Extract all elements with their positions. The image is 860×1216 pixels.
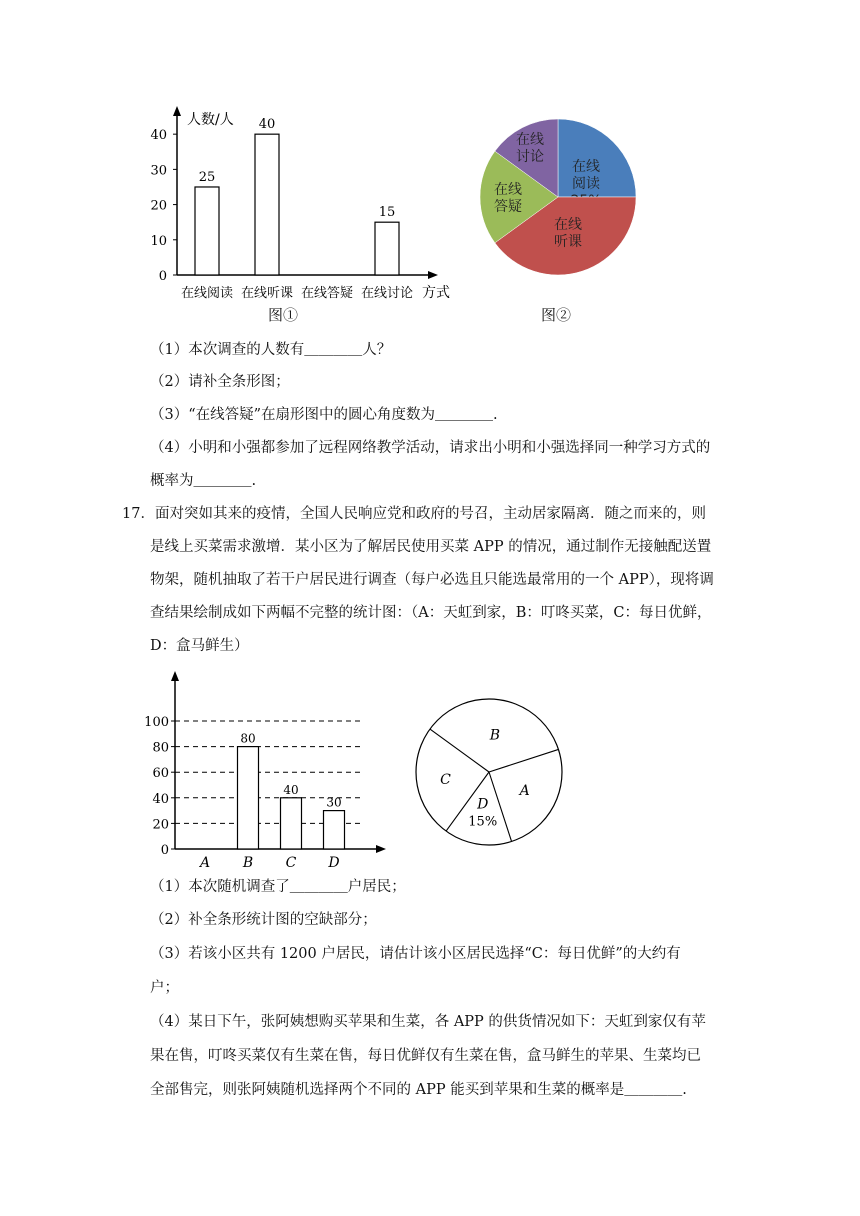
bar bbox=[281, 798, 302, 849]
q16-part3: （3）“在线答疑”在扇形图中的圆心角度数为＿＿＿＿. bbox=[150, 407, 498, 423]
y-tick-label: 40 bbox=[150, 128, 167, 144]
x-axis-arrow bbox=[428, 271, 438, 279]
x-category-label: C bbox=[285, 855, 297, 868]
figure2-caption: 图② bbox=[541, 306, 572, 324]
y-tick-label: 0 bbox=[160, 843, 169, 858]
y-tick-label: 100 bbox=[144, 715, 169, 730]
figure1-bar-chart bbox=[140, 100, 480, 330]
q17-y-axis-arrow bbox=[171, 671, 179, 681]
q16-part4-line2: 概率为＿＿＿＿. bbox=[150, 473, 257, 489]
bar bbox=[195, 187, 219, 275]
pie-slice-label: 在线阅读 bbox=[572, 159, 600, 192]
bar bbox=[255, 134, 279, 275]
x-category-label: 在线答疑 bbox=[300, 286, 354, 301]
q17-part4-line1: （4）某日下午，张阿姨想购买苹果和生菜，各 APP 的供货情况如下：天虹到家仅有苹 bbox=[150, 1014, 706, 1030]
q17-x-axis-arrow bbox=[376, 845, 386, 853]
x-category-label: 在线听课 bbox=[240, 286, 294, 301]
q17-bar-chart bbox=[140, 668, 400, 868]
y-tick-label: 40 bbox=[152, 791, 169, 807]
figure1-caption: 图① bbox=[268, 306, 299, 324]
y-tick-label: 20 bbox=[152, 817, 169, 833]
x-category-label: 在线阅读 bbox=[180, 286, 234, 301]
bar-value-label: 80 bbox=[240, 731, 256, 746]
pie-slice-label: B bbox=[489, 727, 501, 744]
y-tick-label: 20 bbox=[150, 198, 167, 214]
bar bbox=[238, 747, 259, 849]
q17-line3: 物架，随机抽取了若干户居民进行调查（每户必选且只能选最常用的一个 APP），现将调 bbox=[150, 572, 714, 588]
q17-part4-line2: 果在售，叮咚买菜仅有生菜在售，每日优鲜仅有生菜在售，盒马鲜生的苹果、生菜均已 bbox=[150, 1048, 701, 1064]
bar bbox=[375, 222, 399, 275]
bar-value-label: 15 bbox=[378, 205, 396, 221]
y-tick-label: 0 bbox=[158, 269, 167, 284]
y-tick-label: 80 bbox=[152, 740, 169, 756]
pie-slice-label: D 15% bbox=[468, 796, 498, 830]
y-axis-arrow bbox=[173, 106, 181, 116]
q17-part4-line3: 全部售完，则张阿姨随机选择两个不同的 APP 能买到苹果和生菜的概率是＿＿＿＿. bbox=[150, 1082, 687, 1098]
pie-slice-label: 在线答疑 bbox=[494, 182, 522, 215]
q17-line1: 17．面对突如其来的疫情，全国人民响应党和政府的号召，主动居家隔离．随之而来的，则 bbox=[122, 506, 706, 522]
figure2-pie-chart bbox=[478, 112, 643, 282]
x-category-label: B bbox=[242, 855, 254, 868]
pie-slice-label: 在线听课 bbox=[554, 217, 582, 250]
q17-line2: 是线上买菜需求激增．某小区为了解居民使用买菜 APP 的情况，通过制作无接触配送置 bbox=[150, 539, 712, 555]
y-tick-label: 10 bbox=[150, 233, 167, 249]
bar bbox=[324, 811, 345, 849]
x-category-label: A bbox=[199, 855, 211, 868]
x-category-label: D bbox=[328, 855, 340, 868]
q16-part1: （1）本次调查的人数有＿＿＿＿人？ bbox=[150, 342, 392, 358]
x-axis-label: 方式 bbox=[422, 285, 450, 301]
q17-pie-chart bbox=[412, 690, 582, 855]
q17-part1: （1）本次随机调查了＿＿＿＿户居民； bbox=[150, 879, 406, 895]
bar-value-label: 40 bbox=[258, 117, 276, 133]
q16-part2: （2）请补全条形图； bbox=[150, 374, 290, 390]
x-category-label: 在线讨论 bbox=[360, 286, 414, 301]
q17-line5: D：盒马鲜生） bbox=[150, 638, 249, 654]
bar-value-label: 30 bbox=[326, 795, 342, 810]
pie-slice-label: A bbox=[519, 783, 530, 800]
y-tick-label: 30 bbox=[150, 163, 167, 179]
y-axis-label: 人数/人 bbox=[187, 112, 234, 128]
pie-slice-label: C bbox=[440, 771, 451, 788]
q17-part3-line2: 户； bbox=[150, 980, 179, 996]
y-tick-label: 60 bbox=[152, 766, 169, 782]
q16-part4-line1: （4）小明和小强都参加了远程网络教学活动，请求出小明和小强选择同一种学习方式的 bbox=[150, 440, 711, 456]
q17-line4: 查结果绘制成如下两幅不完整的统计图：（A：天虹到家，B：叮咚买菜，C：每日优鲜， bbox=[150, 605, 712, 621]
bar-value-label: 25 bbox=[198, 169, 216, 185]
q17-part2: （2）补全条形统计图的空缺部分； bbox=[150, 912, 377, 928]
pie-slice-label: 在线讨论 bbox=[516, 132, 544, 165]
bar-value-label: 40 bbox=[283, 782, 299, 797]
q17-part3-line1: （3）若该小区共有 1200 户居民，请估计该小区居民选择“C：每日优鲜”的大约有 bbox=[150, 946, 681, 962]
